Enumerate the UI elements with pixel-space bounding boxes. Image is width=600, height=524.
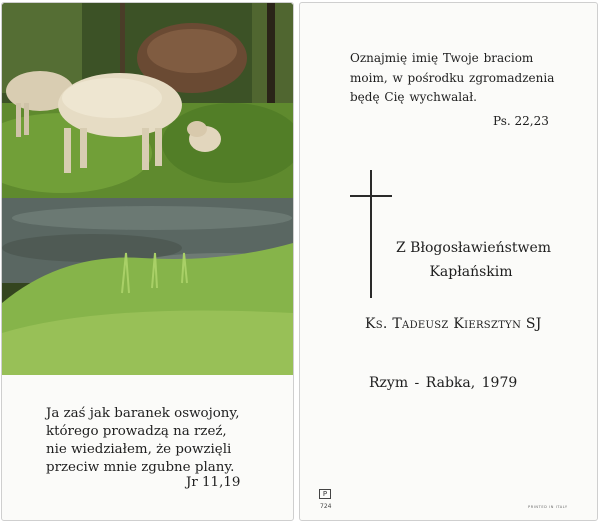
blessing-text [396,236,552,284]
cross-icon-bar [350,195,392,197]
printed-note: PRINTED IN ITALY [528,505,568,509]
publisher-logo-icon: P [319,489,331,499]
psalm-line: Oznajmię imię Twoje braciom [350,51,534,65]
verse-line: nie wiedziałem, że powzięli [46,442,232,457]
left-card [1,2,294,521]
verse-reference: Jr 11,19 [186,475,241,490]
lamb-photo [2,3,293,375]
psalm-line: będę Cię wychwalał. [350,90,477,104]
catalog-code: 724 [320,503,332,510]
verse-line: Ja zaś jak baranek oswojony, [46,406,240,421]
psalm-reference: Ps. 22,23 [493,114,549,128]
blessing-line: Z Błogosławieństwem [396,240,552,256]
cross-icon [370,170,372,298]
psalm-line: moim, w pośrodku zgromadzenia [350,70,555,85]
verse-line: którego prowadzą na rzeź, [46,424,227,439]
place-date: Rzym - Rabka, 1979 [369,375,518,391]
verse-text [46,405,239,477]
verse-line: przeciw mnie zgubne plany. [46,460,235,475]
right-card [299,2,598,521]
blessing-line: Kapłańskim [429,264,513,280]
psalm-text [350,49,554,108]
priest-name: Ks. Tadeusz Kiersztyn SJ [365,316,542,332]
